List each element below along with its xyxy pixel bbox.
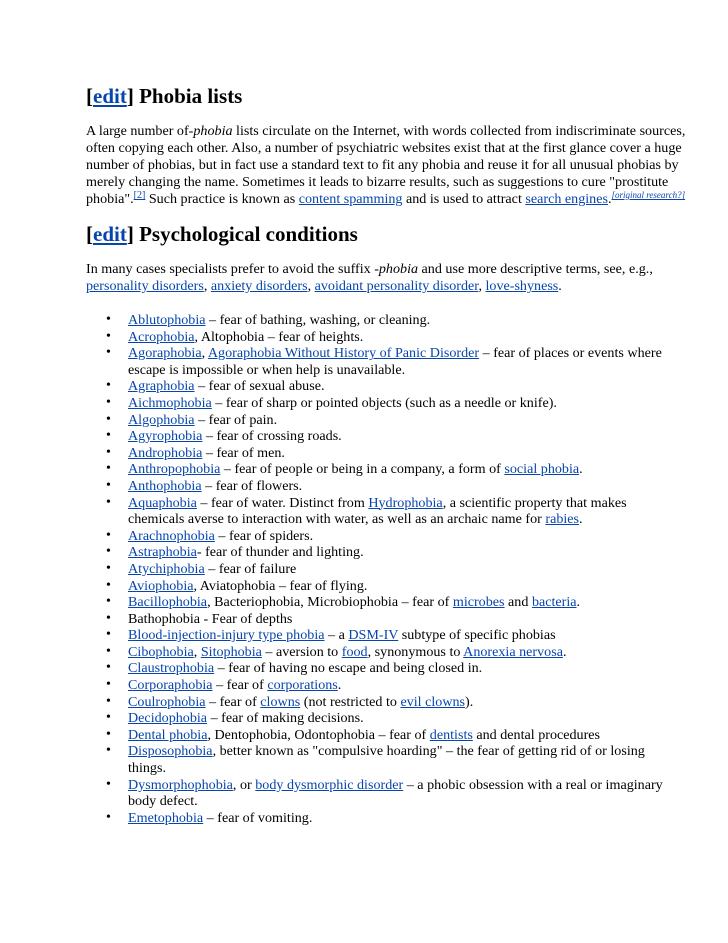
list-item — [106, 710, 686, 727]
list-item-text: – fear of pain. — [194, 411, 278, 428]
bullet-icon: • — [106, 461, 111, 477]
list-item-text: – fear of bathing, washing, or cleaning. — [205, 312, 431, 328]
list-item — [106, 726, 686, 744]
phobia-link[interactable]: social phobia — [504, 461, 580, 478]
list-item-text: – fear of people or being in a company, a form of — [220, 461, 505, 478]
bullet-icon: • — [106, 677, 111, 693]
list-item-text: – fear of making decisions. — [207, 710, 364, 727]
bullet-icon: • — [106, 660, 111, 676]
list-item-text: ). — [465, 693, 474, 710]
phobia-link[interactable]: Blood-injection-injury type phobia — [128, 627, 325, 644]
list-item-text: . — [579, 461, 583, 478]
list-item — [106, 477, 686, 495]
phobia-link[interactable]: Dysmorphophobia — [128, 776, 233, 793]
list-item-text: – fear of places or events where escape is impossible or when help is unavailable. — [128, 345, 662, 378]
search-engines-link[interactable]: search engines — [525, 191, 608, 207]
phobia-link[interactable]: Ablutophobia — [128, 312, 206, 328]
phobia-link[interactable]: body dysmorphic disorder — [255, 776, 404, 793]
text: lists circulate on the Internet, with words collected from indiscriminate sources, often copying each other. Also, a number of psychiatric websites exist that at the first glance cover a huge number of phobias, but in fact use a standard text to fit any phobia and reuse it for all unusual phobias by merely changing the name. Sometimes it leads to bizarre results, such as suggestions to cure "prostitute phobia". — [86, 123, 686, 207]
list-item — [106, 560, 686, 578]
list-item-text: – fear of having no escape and being closed in. — [214, 660, 483, 677]
list-item-text: – fear of — [212, 677, 268, 694]
list-item-text: – aversion to — [261, 643, 342, 660]
list-item — [106, 378, 686, 395]
bullet-icon: • — [106, 527, 111, 543]
list-item-text: , Aviatophobia – fear of flying. — [193, 577, 368, 594]
list-item — [106, 743, 686, 777]
bullet-icon: • — [106, 776, 111, 792]
list-item-text: , Bacteriophobia, Microbiophobia – fear of — [207, 594, 453, 611]
list-item-text: - fear of thunder and lighting. — [196, 544, 364, 561]
section-heading-phobia-lists: [edit] Phobia lists — [86, 84, 243, 108]
list-item — [106, 461, 686, 478]
bullet-icon: • — [106, 328, 111, 344]
list-item-text: . — [579, 511, 583, 528]
bullet-icon: • — [106, 411, 111, 427]
phobia-link[interactable]: Sitophobia — [200, 643, 262, 660]
phobia-link[interactable]: bacteria — [531, 594, 577, 611]
list-item-text: Bathophobia - Fear of depths — [128, 610, 293, 627]
list-item — [106, 776, 686, 810]
list-item — [106, 677, 686, 694]
phobia-link[interactable]: Dental phobia — [128, 726, 208, 743]
list-item-text: – fear of — [205, 693, 261, 710]
phobia-link[interactable]: Algophobia — [128, 411, 195, 428]
list-item-text: – fear of spiders. — [214, 527, 314, 544]
heading-text: Psychological conditions — [139, 222, 358, 246]
text: Such practice is known as — [145, 191, 299, 207]
phobia-link[interactable]: Bacillophobia — [128, 594, 208, 611]
list-item — [106, 693, 686, 711]
list-item-text: , Altophobia – fear of heights. — [194, 328, 364, 345]
paragraph-psychological-conditions — [86, 261, 686, 295]
phobia-link[interactable]: food — [341, 643, 368, 660]
phobia-link[interactable]: evil clowns — [400, 693, 466, 710]
phobia-link[interactable]: Emetophobia — [128, 809, 204, 826]
list-item-text: – fear of crossing roads. — [202, 428, 342, 445]
phobia-link[interactable]: Anorexia nervosa — [463, 643, 563, 660]
text: , — [307, 278, 315, 294]
phobia-link[interactable]: Agoraphobia — [128, 345, 202, 362]
list-item — [106, 627, 686, 644]
bullet-icon: • — [106, 345, 111, 361]
bullet-icon: • — [106, 710, 111, 726]
bullet-icon: • — [106, 312, 111, 327]
section-heading-psychological-conditions: [edit] Psychological conditions — [86, 222, 358, 246]
bullet-icon: • — [106, 378, 111, 394]
bullet-icon: • — [106, 560, 111, 576]
bullet-icon: • — [106, 394, 111, 410]
anxiety-disorders-link[interactable]: anxiety disorders — [210, 278, 308, 294]
bullet-icon: • — [106, 577, 111, 593]
phobia-link[interactable]: corporations — [267, 677, 338, 694]
list-item-text: . — [562, 643, 567, 660]
list-item — [106, 411, 686, 429]
bullet-icon: • — [106, 627, 111, 643]
list-item-text: and — [504, 594, 532, 611]
phobia-link[interactable]: Cibophobia — [128, 643, 194, 660]
list-item — [106, 594, 686, 611]
phobia-link[interactable]: Claustrophobia — [128, 660, 215, 677]
love-shyness-link[interactable]: love-shyness — [485, 278, 559, 294]
list-item — [106, 610, 686, 628]
phobia-link[interactable]: Agyrophobia — [128, 428, 203, 445]
italic-text: -phobia — [374, 261, 419, 277]
list-item — [106, 428, 686, 445]
list-item-text: – fear of vomiting. — [203, 809, 313, 826]
bullet-icon: • — [106, 444, 111, 460]
list-item — [106, 494, 686, 528]
phobia-link[interactable]: Agoraphobia Without History of Panic Disorder — [207, 345, 480, 362]
list-item-text: – fear of sexual abuse. — [194, 378, 325, 395]
phobia-link[interactable]: Decidophobia — [128, 710, 208, 727]
phobia-link[interactable]: clowns — [260, 693, 301, 710]
phobia-link[interactable]: Anthophobia — [128, 477, 202, 494]
list-item-text: , synonymous to — [367, 643, 464, 660]
list-item-text: (not restricted to — [300, 693, 401, 710]
text: , — [203, 278, 211, 294]
bullet-icon: • — [106, 594, 111, 610]
avoidant-personality-disorder-link[interactable]: avoidant personality disorder — [314, 278, 479, 294]
list-item-text: , — [193, 643, 201, 660]
text: In many cases specialists prefer to avoid the suffix — [86, 261, 375, 277]
phobia-link[interactable]: Coulrophobia — [128, 693, 206, 710]
phobia-link[interactable]: microbes — [452, 594, 505, 611]
paragraph-phobia-lists — [86, 123, 686, 208]
phobia-link[interactable]: Aquaphobia — [128, 494, 197, 511]
list-item-text: – fear of failure — [204, 560, 297, 577]
list-item-text: . — [576, 594, 581, 611]
bullet-icon: • — [106, 809, 111, 825]
reference-link[interactable]: [2] — [133, 190, 146, 201]
phobia-link[interactable]: Corporaphobia — [128, 677, 213, 694]
phobia-link[interactable]: Aichmophobia — [128, 394, 212, 411]
text: and use more descriptive terms, see, e.g., — [418, 261, 653, 277]
bullet-icon: • — [106, 610, 111, 626]
phobia-link[interactable]: Androphobia — [128, 444, 203, 461]
phobia-link[interactable]: Hydrophobia — [368, 494, 443, 511]
text: A large number of- — [86, 123, 194, 139]
list-item — [106, 312, 686, 329]
phobia-link[interactable]: Aviophobia — [128, 577, 194, 594]
bullet-icon: • — [106, 544, 111, 560]
list-item — [106, 660, 686, 677]
text: . — [558, 278, 562, 294]
bullet-icon: • — [106, 693, 111, 709]
list-item-text: – fear of flowers. — [201, 477, 303, 494]
list-item-text: , — [201, 345, 208, 362]
heading-text: Phobia lists — [139, 84, 243, 108]
bullet-icon: • — [106, 428, 111, 444]
text: , — [478, 278, 486, 294]
bullet-icon: • — [106, 494, 111, 510]
list-item — [106, 643, 686, 661]
list-item — [106, 394, 686, 412]
list-item-text: , a scientific property that makes chemicals averse to interaction with water, as well as an archaic name for — [128, 494, 627, 528]
list-item-text: – a — [324, 627, 349, 644]
bullet-icon: • — [106, 477, 111, 493]
list-item — [106, 544, 686, 561]
text: and is used to attract — [402, 191, 526, 207]
phobia-link[interactable]: Atychiphobia — [128, 560, 205, 577]
phobia-link[interactable]: dentists — [429, 726, 473, 743]
list-item-text: – fear of men. — [202, 444, 285, 461]
personality-disorders-link[interactable]: personality disorders — [86, 278, 204, 294]
list-item — [106, 444, 686, 462]
phobia-list — [86, 312, 686, 826]
text: . — [607, 191, 612, 207]
list-item-text: – fear of water. Distinct from — [196, 494, 369, 511]
edit-link[interactable]: edit — [93, 222, 127, 246]
list-item-text: , better known as "compulsive hoarding" – the fear of getting rid of or losing things. — [128, 743, 645, 777]
phobia-link[interactable]: Disposophobia — [128, 743, 213, 760]
list-item-text: subtype of specific phobias — [398, 627, 556, 644]
bullet-icon: • — [106, 726, 111, 742]
list-item — [106, 527, 686, 545]
list-item-text: – fear of sharp or pointed objects (such as a needle or knife). — [211, 394, 557, 411]
bullet-icon: • — [106, 643, 111, 659]
phobia-link[interactable]: Acrophobia — [128, 328, 195, 345]
list-item-text: and dental procedures — [472, 726, 601, 743]
phobia-link[interactable]: Arachnophobia — [128, 527, 215, 544]
list-item — [106, 328, 686, 346]
edit-link[interactable]: edit — [93, 84, 127, 108]
list-item-text: – a phobic obsession with a real or imaginary body defect. — [128, 776, 663, 810]
document-page — [86, 82, 686, 826]
list-item-text: , Dentophobia, Odontophobia – fear of — [207, 726, 430, 743]
phobia-link[interactable]: DSM-IV — [348, 627, 399, 644]
list-item — [106, 345, 686, 378]
list-item-text: . — [337, 677, 342, 694]
phobia-link[interactable]: rabies — [545, 511, 580, 528]
italic-text: phobia — [193, 123, 233, 139]
content-spamming-link[interactable]: content spamming — [298, 191, 403, 207]
phobia-link[interactable]: Anthropophobia — [128, 461, 221, 478]
list-item-text: , or — [232, 776, 256, 793]
phobia-link[interactable]: Astraphobia — [128, 544, 197, 561]
bullet-icon: • — [106, 743, 111, 759]
phobia-link[interactable]: Agraphobia — [128, 378, 195, 395]
list-item — [106, 577, 686, 595]
original-research-link[interactable]: [original research?] — [611, 190, 686, 200]
list-item — [106, 809, 686, 827]
